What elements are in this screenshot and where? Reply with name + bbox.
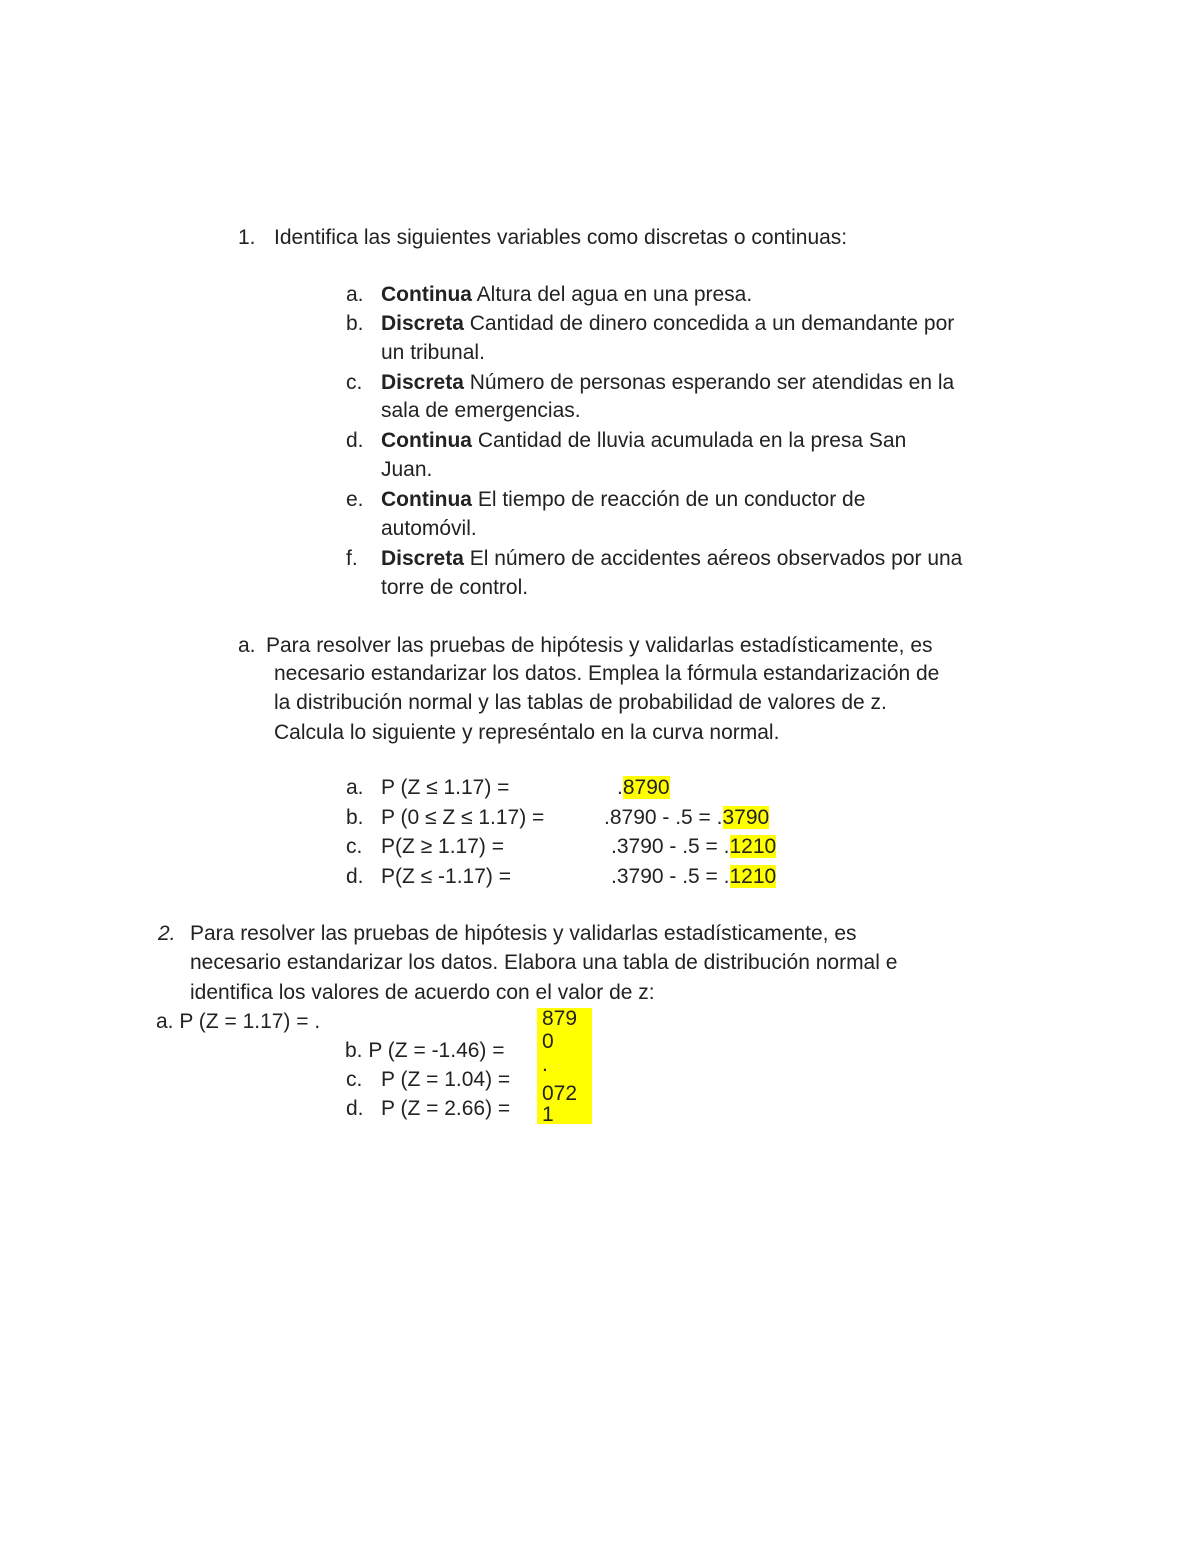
- list-item: [381, 485, 865, 514]
- calc-expression: P(Z ≥ 1.17) =: [381, 835, 504, 858]
- item-text: Cantidad de lluvia acumulada en la presa San: [471, 429, 907, 452]
- answer-highlight-box: [537, 1008, 592, 1124]
- q2-item-marker: c.: [346, 1068, 363, 1091]
- answer-label: Continua: [381, 283, 472, 306]
- q2-item: P (Z = 1.04) =: [381, 1068, 511, 1091]
- q2-item-marker: d.: [346, 1097, 364, 1120]
- q2-number: 2.: [158, 922, 176, 945]
- item-text: Altura del agua en una presa.: [471, 283, 753, 306]
- item-text-continued: un tribunal.: [381, 341, 485, 364]
- highlighted-result: 8790: [622, 776, 670, 799]
- answer-box-line: 1: [542, 1103, 554, 1126]
- list-item: [381, 368, 954, 397]
- item-text-continued: sala de emergencias.: [381, 399, 581, 422]
- q2-line: Para resolver las pruebas de hipótesis y validarlas estadísticamente, es: [190, 922, 857, 945]
- calc-step: .3790 - .5 = .: [611, 865, 730, 888]
- answer-box-line: 072: [542, 1082, 578, 1105]
- q2-item: P (Z = 2.66) =: [381, 1097, 511, 1120]
- item-text-continued: Juan.: [381, 458, 433, 481]
- calc-expression: P(Z ≤ -1.17) =: [381, 865, 511, 888]
- list-item: [381, 544, 962, 573]
- list-item-marker: e.: [346, 488, 364, 511]
- q2-line: necesario estandarizar los datos. Elabora una tabla de distribución normal e: [190, 951, 898, 974]
- list-item-marker: a.: [346, 283, 364, 306]
- item-text-continued: torre de control.: [381, 576, 529, 599]
- calc-step: .3790 - .5 = .: [611, 835, 730, 858]
- calc-marker: a.: [346, 776, 364, 799]
- answer-label: Continua: [381, 488, 472, 511]
- answer-box-line: 879: [542, 1007, 578, 1030]
- list-item: [381, 309, 954, 338]
- calc-step: .8790 - .5 = .: [604, 806, 723, 829]
- calc-step: .: [617, 776, 623, 799]
- q2-item: a. P (Z = 1.17) = .: [156, 1010, 321, 1033]
- calc-result-line: [617, 773, 670, 802]
- q2-line: identifica los valores de acuerdo con el valor de z:: [190, 981, 655, 1004]
- item-text: El número de accidentes aéreos observados por una: [463, 547, 963, 570]
- section-a-line: necesario estandarizar los datos. Emplea la fórmula estandarización de: [274, 662, 940, 685]
- answer-label: Discreta: [381, 371, 464, 394]
- calc-result-line: [611, 862, 776, 891]
- list-item: [381, 280, 752, 309]
- calc-marker: c.: [346, 835, 363, 858]
- highlighted-result: 1210: [729, 835, 777, 858]
- list-item-marker: d.: [346, 429, 364, 452]
- item-text-continued: automóvil.: [381, 517, 477, 540]
- calc-result-line: [611, 832, 776, 861]
- list-item-marker: c.: [346, 371, 363, 394]
- calc-marker: b.: [346, 806, 364, 829]
- answer-label: Continua: [381, 429, 472, 452]
- list-item-marker: b.: [346, 312, 364, 335]
- item-text: Cantidad de dinero concedida a un demandante por: [463, 312, 955, 335]
- highlighted-result: 3790: [722, 806, 770, 829]
- section-a-line: la distribución normal y las tablas de probabilidad de valores de z.: [274, 691, 887, 714]
- item-text: El tiempo de reacción de un conductor de: [471, 488, 866, 511]
- list-item-marker: f.: [346, 547, 358, 570]
- answer-box-line: .: [542, 1053, 548, 1076]
- calc-expression: P (0 ≤ Z ≤ 1.17) =: [381, 806, 545, 829]
- section-a-line: Para resolver las pruebas de hipótesis y validarlas estadísticamente, es: [266, 634, 933, 657]
- calc-expression: P (Z ≤ 1.17) =: [381, 776, 510, 799]
- answer-box-line: 0: [542, 1030, 554, 1053]
- item-text: Número de personas esperando ser atendidas en la: [463, 371, 955, 394]
- calc-marker: d.: [346, 865, 364, 888]
- q1-prompt: Identifica las siguientes variables como discretas o continuas:: [274, 226, 848, 249]
- q2-item: b. P (Z = -1.46) =: [345, 1039, 505, 1062]
- highlighted-result: 1210: [729, 865, 777, 888]
- q1-number: 1.: [238, 226, 256, 249]
- section-a-line: Calcula lo siguiente y represéntalo en la curva normal.: [274, 721, 780, 744]
- answer-label: Discreta: [381, 312, 464, 335]
- section-a-marker: a.: [238, 634, 256, 657]
- answer-label: Discreta: [381, 547, 464, 570]
- calc-result-line: [604, 803, 769, 832]
- list-item: [381, 426, 906, 455]
